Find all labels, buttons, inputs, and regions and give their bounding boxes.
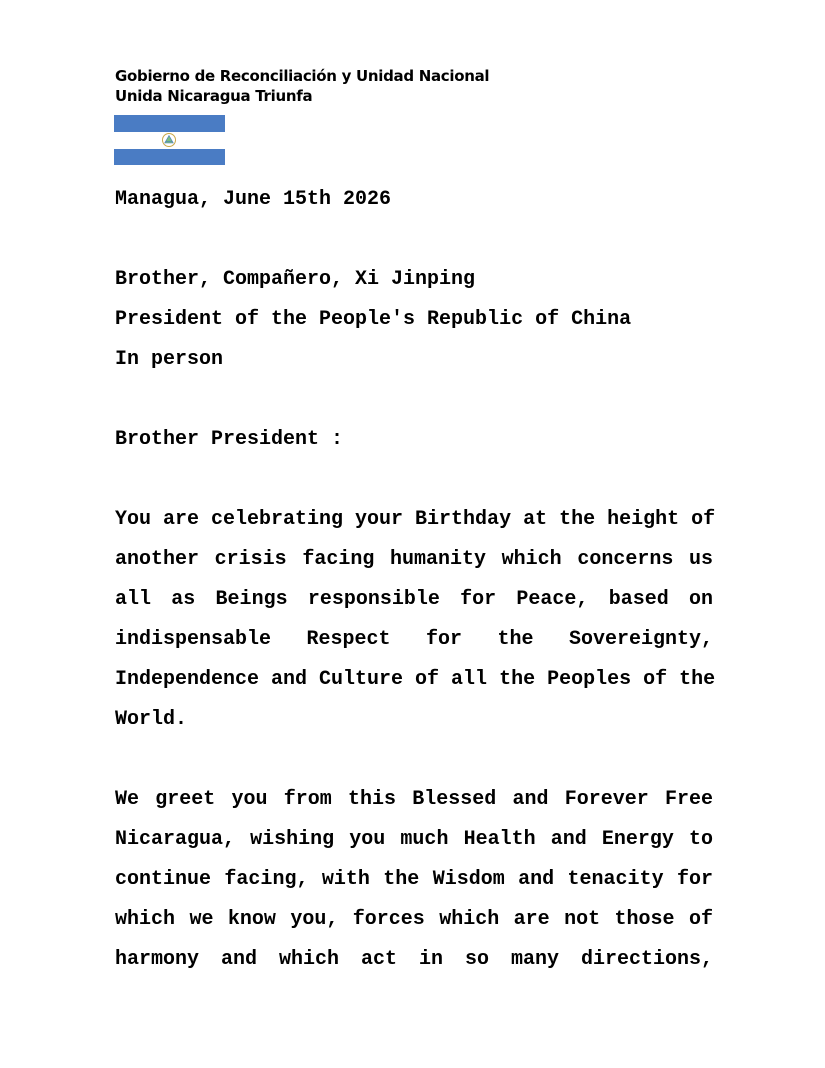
paragraph-line: continue facing, with the Wisdom and tenacity for xyxy=(115,868,713,891)
letterhead-government-name: Gobierno de Reconciliación y Unidad Nacional xyxy=(115,67,490,85)
letterhead-slogan: Unida Nicaragua Triunfa xyxy=(115,87,313,105)
paragraph-line: another crisis facing humanity which concerns us xyxy=(115,548,713,571)
salutation: Brother President : xyxy=(115,428,344,451)
paragraph-line: World. xyxy=(115,708,188,731)
paragraph-line: which we know you, forces which are not those of xyxy=(115,908,713,931)
paragraph-line: You are celebrating your Birthday at the height of xyxy=(115,508,716,531)
paragraph-line: Nicaragua, wishing you much Health and Energy to xyxy=(115,828,713,851)
recipient-delivery: In person xyxy=(115,348,224,371)
flag-top-stripe xyxy=(114,115,225,132)
coat-of-arms-icon xyxy=(161,132,177,148)
paragraph-line: We greet you from this Blessed and Forever Free xyxy=(115,788,713,811)
paragraph-line: indispensable Respect for the Sovereignty, xyxy=(115,628,713,651)
paragraph-line: Independence and Culture of all the Peoples of the xyxy=(115,668,716,691)
letter-date: Managua, June 15th 2026 xyxy=(115,188,392,211)
paragraph-1 xyxy=(115,500,716,740)
flag-bottom-stripe xyxy=(114,149,225,166)
letter-body xyxy=(115,180,716,980)
paragraph-2 xyxy=(115,780,713,980)
letterhead xyxy=(115,66,489,106)
recipient-title: President of the People's Republic of China xyxy=(115,308,632,331)
paragraph-line: harmony and which act in so many directions, xyxy=(115,948,713,971)
recipient-name: Brother, Compañero, Xi Jinping xyxy=(115,268,476,291)
paragraph-line: all as Beings responsible for Peace, based on xyxy=(115,588,713,611)
nicaragua-flag-icon xyxy=(114,115,225,165)
